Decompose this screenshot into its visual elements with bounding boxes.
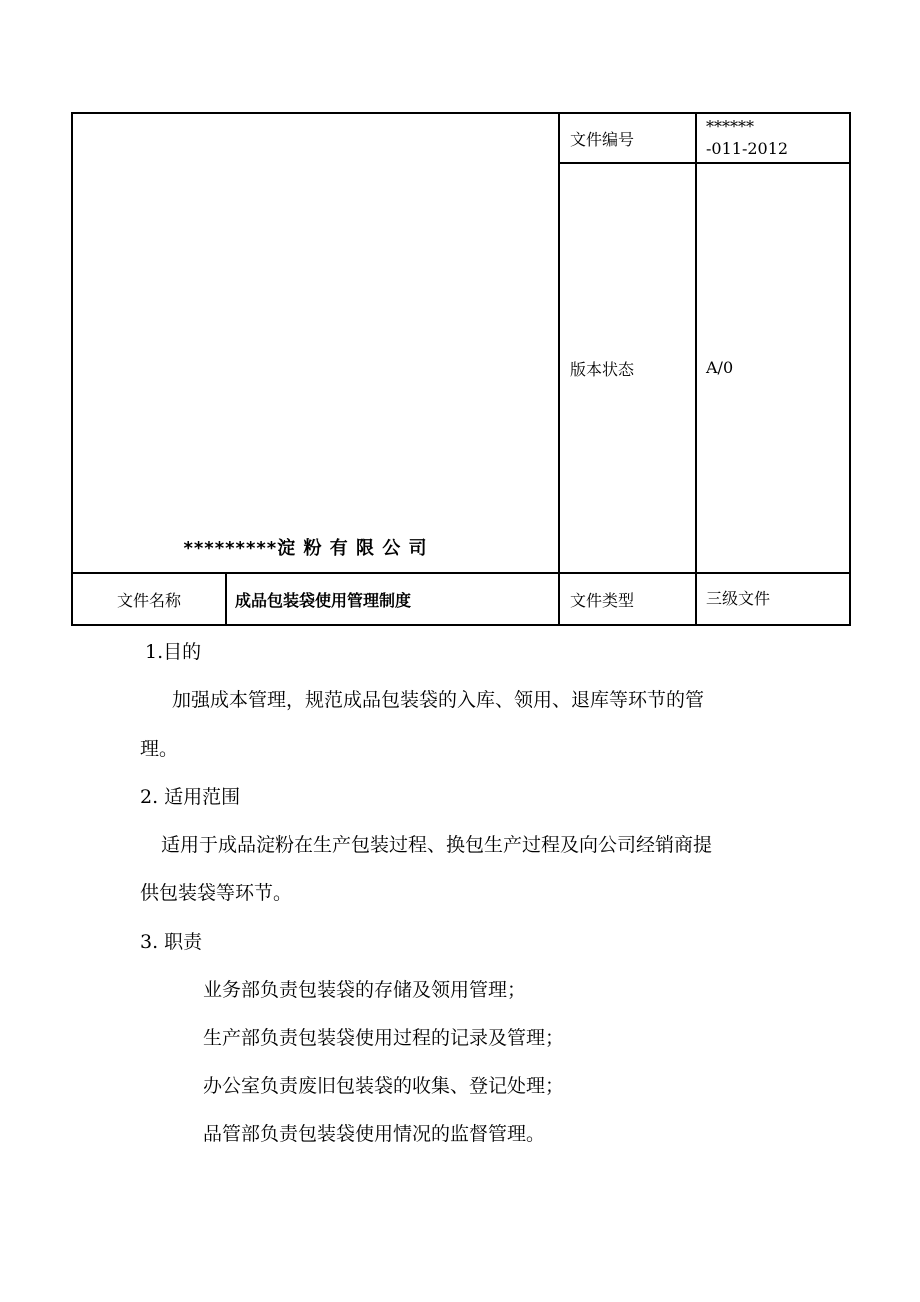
doc-name-value: 成品包装袋使用管理制度 <box>235 590 412 610</box>
section3-item-office: 办公室负责废旧包装袋的收集、登记处理； <box>203 1075 565 1097</box>
section1-text-line2: 理。 <box>140 738 179 760</box>
section1-title: 1.目的 <box>145 641 202 663</box>
doc-name-value-cell <box>226 573 559 625</box>
doc-number-label: 文件编号 <box>570 129 635 149</box>
doc-number-value-cell <box>696 113 850 163</box>
doc-type-label-cell <box>559 573 696 625</box>
doc-name-label: 文件名称 <box>116 590 181 610</box>
version-value: A/0 <box>706 358 734 377</box>
version-label: 版本状态 <box>570 359 635 379</box>
section2-text-line1: 适用于成品淀粉在生产包装过程、换包生产过程及向公司经销商提 <box>161 834 713 856</box>
section2-title: 2. 适用范围 <box>140 786 241 808</box>
document-header-table <box>71 112 851 626</box>
doc-type-value: 三级文件 <box>706 589 771 608</box>
section3-title: 3. 职责 <box>140 931 203 953</box>
doc-number-value-line2: -011-2012 <box>706 139 789 158</box>
doc-name-label-cell <box>72 573 226 625</box>
section1-text-line1: 加强成本管理，规范成品包装袋的入库、领用、退库等环节的管 <box>172 689 705 711</box>
version-value-cell <box>696 163 850 573</box>
company-name-cell <box>72 113 559 573</box>
section2-text-line2: 供包装袋等环节。 <box>140 882 293 904</box>
doc-type-label: 文件类型 <box>570 590 635 610</box>
company-name: *********淀 粉 有 限 公 司 <box>183 538 428 559</box>
doc-number-value-line1: ****** <box>706 117 754 136</box>
doc-type-value-cell <box>696 573 850 625</box>
version-label-cell <box>559 163 696 573</box>
section3-item-quality: 品管部负责包装袋使用情况的监督管理。 <box>203 1123 546 1145</box>
section3-item-business: 业务部负责包装袋的存储及领用管理； <box>203 979 527 1001</box>
watermark-text: www.zixin.com.cn <box>232 604 678 660</box>
doc-number-label-cell <box>559 113 696 163</box>
section3-item-production: 生产部负责包装袋使用过程的记录及管理； <box>203 1027 565 1049</box>
